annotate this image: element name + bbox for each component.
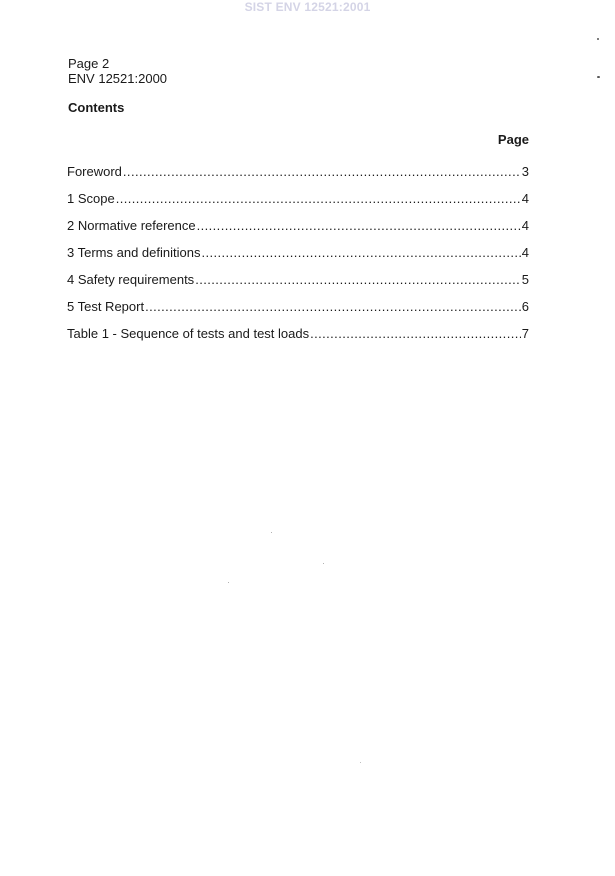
toc-entry-page: 4 (521, 218, 529, 233)
document-reference: ENV 12521:2000 (68, 71, 168, 86)
toc-entry-label: 1 Scope (67, 191, 115, 206)
scan-speck (597, 38, 599, 40)
toc-leader-dots (116, 191, 521, 207)
scan-speck (323, 563, 324, 564)
toc-entry-page: 4 (521, 245, 529, 260)
table-of-contents (67, 164, 529, 353)
toc-entry-label: 2 Normative reference (67, 218, 196, 233)
page-header (68, 56, 167, 86)
page-column-label: Page (497, 132, 529, 147)
toc-entry-foreword[interactable] (67, 164, 529, 191)
toc-entry-label: Foreword (67, 164, 122, 179)
scan-speck (271, 532, 272, 533)
toc-entry-normative-reference[interactable] (67, 218, 529, 245)
toc-entry-page: 3 (521, 164, 529, 179)
toc-leader-dots (310, 326, 521, 342)
toc-entry-label: 3 Terms and definitions (67, 245, 201, 260)
toc-entry-safety-requirements[interactable] (67, 272, 529, 299)
toc-entry-page: 5 (521, 272, 529, 287)
contents-heading: Contents (68, 100, 125, 115)
toc-leader-dots (201, 245, 520, 261)
toc-entry-scope[interactable] (67, 191, 529, 218)
toc-leader-dots (195, 272, 521, 288)
toc-leader-dots (197, 218, 521, 234)
toc-entry-test-report[interactable] (67, 299, 529, 326)
toc-leader-dots (123, 164, 521, 180)
toc-entry-page: 6 (521, 299, 529, 314)
toc-leader-dots (145, 299, 521, 315)
scan-speck (360, 762, 361, 763)
toc-entry-label: 5 Test Report (67, 299, 145, 314)
scan-speck (597, 76, 600, 78)
page-number: Page 2 (68, 56, 110, 71)
watermark: SIST ENV 12521:2001 (244, 0, 371, 14)
scan-speck (228, 582, 229, 583)
toc-entry-label: Table 1 - Sequence of tests and test loads (67, 326, 310, 341)
toc-entry-page: 7 (521, 326, 529, 341)
toc-entry-table-1[interactable] (67, 326, 529, 353)
toc-entry-label: 4 Safety requirements (67, 272, 195, 287)
toc-entry-terms-and-definitions[interactable] (67, 245, 529, 272)
toc-entry-page: 4 (521, 191, 529, 206)
